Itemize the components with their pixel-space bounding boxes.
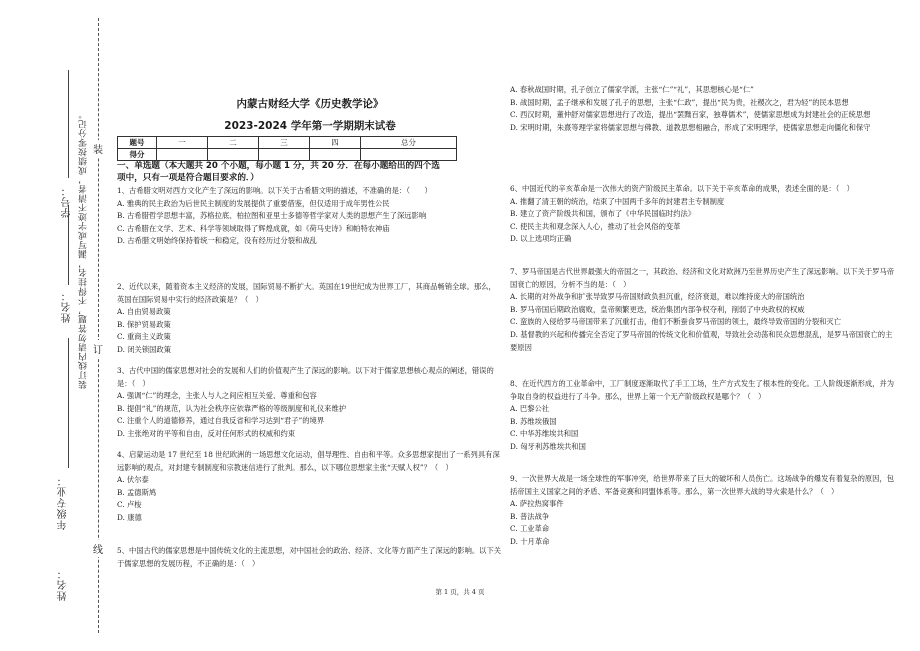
question-8 bbox=[510, 378, 895, 454]
option-b: B. 战国时期，孟子继承和发展了孔子的思想，主张“仁政”，提出“民为贵，社稷次之，君为轻”的民本思想 bbox=[510, 97, 849, 107]
student-id-line bbox=[68, 70, 69, 178]
question-5 bbox=[117, 545, 503, 570]
score-table-header-row bbox=[118, 137, 457, 149]
option-b: B. 苏维埃俄国 bbox=[510, 416, 557, 426]
score-table-cell: 得分 bbox=[118, 149, 157, 161]
question-5-options bbox=[510, 84, 895, 134]
question-stem: 6、中国近代的辛亥革命是一次伟大的资产阶级民主革命。以下关于辛亥革命的成果，表述全面的是：（ ） bbox=[510, 184, 854, 193]
score-input-cell[interactable] bbox=[259, 149, 310, 161]
option-d: D. 匈牙利苏维埃共和国 bbox=[510, 441, 586, 451]
option-d: D. 以上选项均正确 bbox=[510, 234, 572, 244]
option-d: D. 康德 bbox=[117, 512, 142, 522]
option-a: A. 强调“仁”的理念，主张人与人之间应相互关爱、尊重和包容 bbox=[117, 391, 317, 401]
score-table-cell: 题号 bbox=[118, 137, 157, 149]
option-b: B. 提倡“礼”的规范，认为社会秩序应依靠严格的等级制度和礼仪来维护 bbox=[117, 403, 347, 413]
exam-subtitle: 2023-2024 学年第一学期期末试卷 bbox=[224, 120, 396, 132]
question-stem: 5、中国古代的儒家思想是中国传统文化的主流思想，对中国社会的政治、经济、文化等方面产生了深远的影响。以下关于儒家思想的发展历程，不正确的是：（ ） bbox=[117, 546, 502, 568]
name-label-bottom: 姓名： bbox=[58, 568, 69, 601]
question-stem: 9、一次世界大战是一场全球性的军事冲突，给世界带来了巨大的破坏和人员伤亡。这场战争的爆发有着复杂的原因，包括帝国主义国家之间的矛盾、军备竞赛和同盟体系等。那么，第一次世界大战的导火索是什么？（ ） bbox=[510, 474, 895, 496]
question-4 bbox=[117, 449, 503, 525]
score-table-cell: 总分 bbox=[361, 137, 457, 149]
option-c: C. 中华苏维埃共和国 bbox=[510, 429, 579, 439]
option-a: A. 推翻了清王朝的统治，结束了中国两千多年的封建君主专制制度 bbox=[510, 196, 725, 206]
option-a: A. 长期的对外战争和扩张导致罗马帝国财政负担沉重，经济衰退，难以维持庞大的帝国统治 bbox=[510, 292, 805, 302]
exam-title: 内蒙古财经大学《历史教学论》 bbox=[236, 98, 384, 110]
seal-char-zhuang: 装 bbox=[93, 140, 103, 157]
binding-warning: 装订线内请勿答题，不得挂名，漏写或字迹不清者，成绩按零分记。 bbox=[79, 110, 89, 389]
score-input-cell[interactable] bbox=[361, 149, 457, 161]
option-c: C. 注重个人的道德修养，通过自我反省和学习达到“君子”的境界 bbox=[117, 416, 325, 426]
option-c: C. 蛮族的入侵给罗马帝国带来了沉重打击，他们不断蚕食罗马帝国的领土，最终导致帝国的分裂和灭亡 bbox=[510, 317, 842, 327]
option-d: D. 宋明时期，朱熹等理学家将儒家思想与佛教、道教思想相融合，形成了宋明理学，使儒家思想走向僵化和保守 bbox=[510, 122, 871, 132]
option-a: A. 自由贸易政策 bbox=[117, 307, 171, 317]
option-a: A. 雅典的民主政治为后世民主制度的发展提供了重要借鉴，但仅适用于成年男性公民 bbox=[117, 198, 390, 208]
option-c: C. 使民主共和观念深入人心，推动了社会风俗的变革 bbox=[510, 221, 681, 231]
option-a: A. 伏尔泰 bbox=[117, 475, 149, 485]
page-footer: 第 1 页，共 4 页 bbox=[435, 588, 485, 596]
score-table-cell: 四 bbox=[310, 137, 361, 149]
question-stem: 2、近代以来，随着资本主义经济的发展，国际贸易不断扩大。英国在19世纪成为世界工厂，其商品畅销全球。那么，英国在国际贸易中实行的经济政策是？（ ） bbox=[117, 282, 496, 304]
option-c: C. 工业革命 bbox=[510, 524, 550, 534]
question-stem: 4、启蒙运动是 17 世纪至 18 世纪欧洲的一场思想文化运动，倡导理性、自由和平等。众多思想家提出了一系列具有深远影响的观点，对封建专制制度和宗教迷信进行了批判。那么，以下哪位思想家主张“天赋人权”？（ ） bbox=[117, 450, 500, 472]
grade-major-line bbox=[68, 338, 69, 468]
option-d: D. 闭关锁国政策 bbox=[117, 344, 172, 354]
name-label: 姓名： bbox=[62, 290, 73, 323]
score-table bbox=[117, 136, 457, 161]
option-d: D. 基督教的兴起和传播完全否定了罗马帝国的传统文化和价值观，导致社会动荡和民众思想混乱，是罗马帝国衰亡的主要原因 bbox=[510, 329, 893, 352]
option-d: D. 十月革命 bbox=[510, 536, 550, 546]
option-a: A. 春秋战国时期，孔子创立了儒家学派，主张“仁”“礼”，其思想核心是“仁” bbox=[510, 85, 754, 94]
option-c: C. 西汉时期，董仲舒对儒家思想进行了改造，提出“罢黜百家，独尊儒术”，使儒家思想成为封建社会的正统思想 bbox=[510, 110, 871, 120]
question-3 bbox=[117, 365, 503, 441]
question-stem: 1、古希腊文明对西方文化产生了深远的影响。以下关于古希腊文明的描述，不准确的是：（ ） bbox=[117, 186, 432, 195]
score-table-cell: 一 bbox=[157, 137, 208, 149]
question-stem: 8、在近代西方的工业革命中，工厂制度逐渐取代了手工工场，生产方式发生了根本性的变化。工人阶级逐渐形成，并为争取自身的权益进行了斗争。那么，世界上第一个无产阶级政权是哪个？（ ） bbox=[510, 379, 895, 401]
name-line bbox=[68, 205, 69, 285]
option-b: B. 古希腊哲学思想丰富，苏格拉底、柏拉图和亚里士多德等哲学家对人类的思想产生了深远影响 bbox=[117, 211, 427, 221]
option-c: C. 古希腊在文学、艺术、科学等领域取得了辉煌成就，如《荷马史诗》和帕特农神庙 bbox=[117, 223, 390, 233]
option-c: C. 重商主义政策 bbox=[117, 332, 171, 342]
option-a: A. 巴黎公社 bbox=[510, 404, 550, 414]
binding-margin bbox=[0, 0, 110, 651]
seal-char-xian: 线 bbox=[93, 540, 103, 557]
score-input-cell[interactable] bbox=[157, 149, 208, 161]
option-d: D. 主张绝对的平等和自由，反对任何形式的权威和约束 bbox=[117, 428, 296, 438]
score-input-cell[interactable] bbox=[310, 149, 361, 161]
score-input-cell[interactable] bbox=[208, 149, 259, 161]
student-id-label: 学号： bbox=[62, 185, 73, 218]
option-b: B. 孟德斯鸠 bbox=[117, 487, 157, 497]
question-1 bbox=[117, 185, 503, 248]
question-9 bbox=[510, 473, 895, 549]
question-stem: 3、古代中国的儒家思想对社会的发展和人们的价值观产生了深远的影响。以下对于儒家思想核心观点的阐述，错误的是：（ ） bbox=[117, 366, 494, 388]
score-table-cell: 二 bbox=[208, 137, 259, 149]
question-2 bbox=[117, 281, 503, 357]
question-7 bbox=[510, 266, 895, 354]
grade-major-label: 年级专业： bbox=[58, 475, 69, 530]
option-a: A. 萨拉热窝事件 bbox=[510, 499, 564, 509]
score-table-cell: 三 bbox=[259, 137, 310, 149]
score-table-score-row bbox=[118, 149, 457, 161]
option-b: B. 建立了资产阶级共和国，颁布了《中华民国临时约法》 bbox=[510, 209, 696, 219]
option-b: B. 保护贸易政策 bbox=[117, 319, 171, 329]
option-d: D. 古希腊文明始终保持着统一和稳定，没有经历过分裂和战乱 bbox=[117, 236, 317, 246]
option-b: B. 普法战争 bbox=[510, 511, 550, 521]
question-6 bbox=[510, 183, 895, 246]
section-heading: 一、单选题（本大题共 20 个小题，每小题 1 分，共 20 分．在每小题给出的四个选项中，只有一项是符合题目要求的．） bbox=[117, 161, 440, 183]
option-b: B. 罗马帝国后期政治腐败，皇帝频繁更迭，统治集团内部争权夺利，削弱了中央政权的权威 bbox=[510, 304, 805, 314]
seal-char-ding: 订 bbox=[93, 340, 103, 357]
question-stem: 7、罗马帝国是古代世界最强大的帝国之一，其政治、经济和文化对欧洲乃至世界历史产生了深远影响。以下关于罗马帝国衰亡的原因，分析不当的是：（ ） bbox=[510, 267, 895, 289]
option-c: C. 卢梭 bbox=[117, 500, 142, 510]
